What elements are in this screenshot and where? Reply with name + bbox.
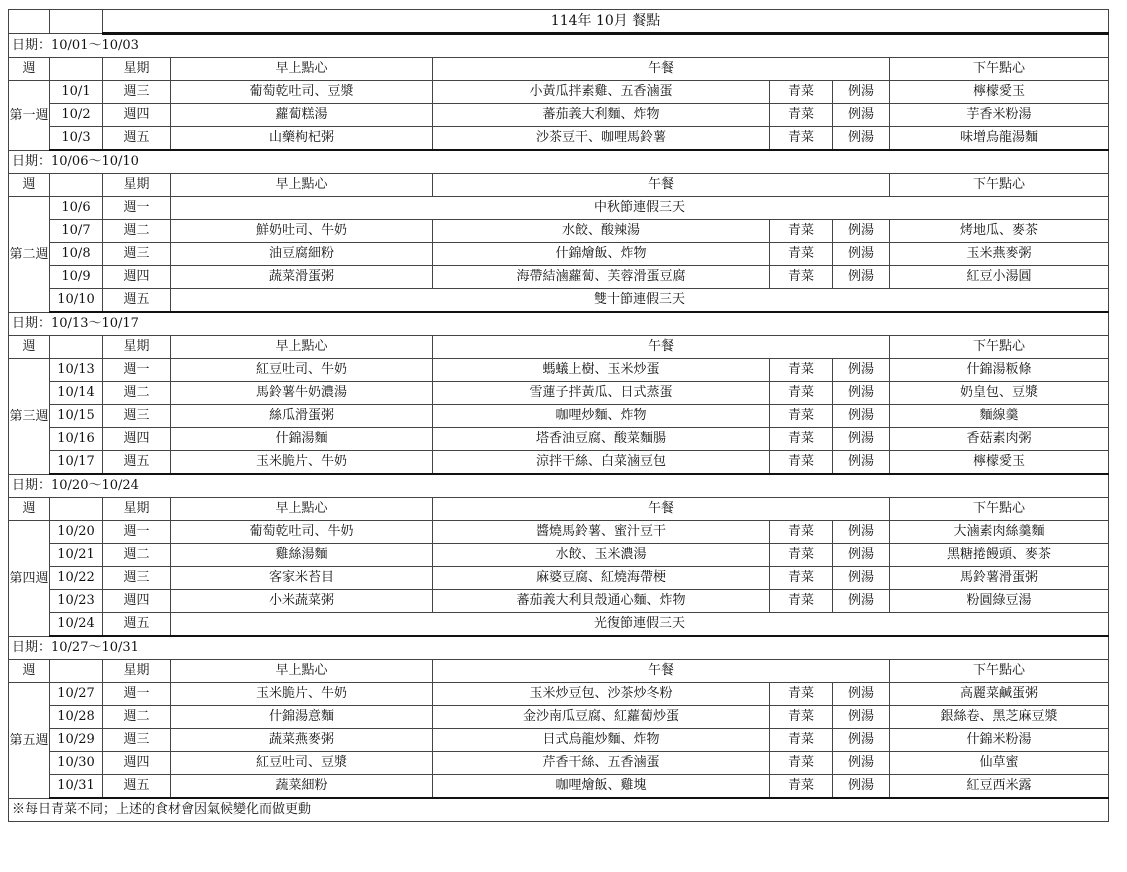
date-cell: 10/17 <box>50 451 103 475</box>
note-row <box>9 798 1109 822</box>
date-cell: 10/1 <box>50 81 103 104</box>
lunch-cell: 水餃、酸辣湯 <box>433 220 770 243</box>
table-row <box>9 243 1109 266</box>
vegetable-cell: 青菜 <box>770 521 833 544</box>
lunch-cell: 塔香油豆腐、酸菜麵腸 <box>433 428 770 451</box>
date-range: 日期：10/20～10/24 <box>9 474 1109 498</box>
header-afternoon: 下午點心 <box>890 174 1109 197</box>
morning-snack-cell: 油豆腐細粉 <box>171 243 433 266</box>
soup-cell: 例湯 <box>833 428 890 451</box>
afternoon-snack-cell: 什錦湯粄條 <box>890 359 1109 382</box>
weekday-cell: 週三 <box>103 405 171 428</box>
table-row <box>9 752 1109 775</box>
soup-cell: 例湯 <box>833 567 890 590</box>
header-blank <box>50 336 103 359</box>
weekday-cell: 週三 <box>103 243 171 266</box>
date-range-row <box>9 34 1109 58</box>
table-row <box>9 405 1109 428</box>
morning-snack-cell: 鮮奶吐司、牛奶 <box>171 220 433 243</box>
weekday-cell: 週一 <box>103 683 171 706</box>
header-afternoon: 下午點心 <box>890 58 1109 81</box>
header-blank <box>50 660 103 683</box>
date-cell: 10/9 <box>50 266 103 289</box>
date-cell: 10/6 <box>50 197 103 220</box>
soup-cell: 例湯 <box>833 382 890 405</box>
table-row <box>9 775 1109 799</box>
header-week: 週 <box>9 336 50 359</box>
weekday-cell: 週二 <box>103 382 171 405</box>
soup-cell: 例湯 <box>833 81 890 104</box>
soup-cell: 例湯 <box>833 220 890 243</box>
page-title: 114年 10月 餐點 <box>103 10 1109 34</box>
lunch-cell: 玉米炒豆包、沙茶炒冬粉 <box>433 683 770 706</box>
header-weekday: 星期 <box>103 498 171 521</box>
lunch-cell: 芹香干絲、五香滷蛋 <box>433 752 770 775</box>
holiday-cell: 中秋節連假三天 <box>171 197 1109 220</box>
lunch-cell: 蕃茄義大利麵、炸物 <box>433 104 770 127</box>
date-cell: 10/16 <box>50 428 103 451</box>
date-range: 日期：10/06～10/10 <box>9 150 1109 174</box>
table-row <box>9 544 1109 567</box>
lunch-cell: 沙茶豆干、咖哩馬鈴薯 <box>433 127 770 151</box>
afternoon-snack-cell: 烤地瓜、麥茶 <box>890 220 1109 243</box>
header-weekday: 星期 <box>103 660 171 683</box>
date-range: 日期：10/01～10/03 <box>9 34 1109 58</box>
morning-snack-cell: 小米蔬菜粥 <box>171 590 433 613</box>
afternoon-snack-cell: 銀絲卷、黑芝麻豆漿 <box>890 706 1109 729</box>
table-row <box>9 359 1109 382</box>
weekday-cell: 週五 <box>103 127 171 151</box>
vegetable-cell: 青菜 <box>770 243 833 266</box>
vegetable-cell: 青菜 <box>770 359 833 382</box>
date-cell: 10/7 <box>50 220 103 243</box>
header-row <box>9 336 1109 359</box>
header-week: 週 <box>9 498 50 521</box>
weekday-cell: 週四 <box>103 104 171 127</box>
weekday-cell: 週二 <box>103 220 171 243</box>
weekday-cell: 週五 <box>103 289 171 313</box>
week-label: 第二週 <box>9 197 50 313</box>
header-lunch: 午餐 <box>433 174 890 197</box>
weekday-cell: 週一 <box>103 521 171 544</box>
date-cell: 10/3 <box>50 127 103 151</box>
date-cell: 10/30 <box>50 752 103 775</box>
morning-snack-cell: 葡萄乾吐司、豆漿 <box>171 81 433 104</box>
table-row <box>9 613 1109 637</box>
table-row <box>9 266 1109 289</box>
date-cell: 10/20 <box>50 521 103 544</box>
table-row <box>9 706 1109 729</box>
morning-snack-cell: 客家米苔目 <box>171 567 433 590</box>
lunch-cell: 麻婆豆腐、紅燒海帶梗 <box>433 567 770 590</box>
header-morning: 早上點心 <box>171 498 433 521</box>
soup-cell: 例湯 <box>833 521 890 544</box>
morning-snack-cell: 絲瓜滑蛋粥 <box>171 405 433 428</box>
date-cell: 10/8 <box>50 243 103 266</box>
afternoon-snack-cell: 奶皇包、豆漿 <box>890 382 1109 405</box>
header-weekday: 星期 <box>103 174 171 197</box>
morning-snack-cell: 紅豆吐司、牛奶 <box>171 359 433 382</box>
header-weekday: 星期 <box>103 58 171 81</box>
lunch-cell: 金沙南瓜豆腐、紅蘿蔔炒蛋 <box>433 706 770 729</box>
date-cell: 10/27 <box>50 683 103 706</box>
header-morning: 早上點心 <box>171 174 433 197</box>
table-row <box>9 289 1109 313</box>
date-range-row <box>9 474 1109 498</box>
blank-cell <box>50 10 103 34</box>
lunch-cell: 海帶結滷蘿蔔、芙蓉滑蛋豆腐 <box>433 266 770 289</box>
table-row <box>9 104 1109 127</box>
soup-cell: 例湯 <box>833 405 890 428</box>
lunch-cell: 螞蟻上樹、玉米炒蛋 <box>433 359 770 382</box>
morning-snack-cell: 蘿蔔糕湯 <box>171 104 433 127</box>
vegetable-cell: 青菜 <box>770 428 833 451</box>
lunch-cell: 涼拌干絲、白菜滷豆包 <box>433 451 770 475</box>
date-cell: 10/23 <box>50 590 103 613</box>
afternoon-snack-cell: 粉圓綠豆湯 <box>890 590 1109 613</box>
soup-cell: 例湯 <box>833 127 890 151</box>
vegetable-cell: 青菜 <box>770 405 833 428</box>
header-afternoon: 下午點心 <box>890 660 1109 683</box>
morning-snack-cell: 雞絲湯麵 <box>171 544 433 567</box>
header-weekday: 星期 <box>103 336 171 359</box>
soup-cell: 例湯 <box>833 266 890 289</box>
table-row <box>9 428 1109 451</box>
morning-snack-cell: 玉米脆片、牛奶 <box>171 683 433 706</box>
vegetable-cell: 青菜 <box>770 590 833 613</box>
vegetable-cell: 青菜 <box>770 567 833 590</box>
date-cell: 10/14 <box>50 382 103 405</box>
header-morning: 早上點心 <box>171 660 433 683</box>
morning-snack-cell: 馬鈴薯牛奶濃湯 <box>171 382 433 405</box>
header-week: 週 <box>9 58 50 81</box>
soup-cell: 例湯 <box>833 683 890 706</box>
menu-table <box>8 9 1109 822</box>
header-lunch: 午餐 <box>433 660 890 683</box>
morning-snack-cell: 蔬菜燕麥粥 <box>171 729 433 752</box>
lunch-cell: 醬燒馬鈴薯、蜜汁豆干 <box>433 521 770 544</box>
afternoon-snack-cell: 味增烏龍湯麵 <box>890 127 1109 151</box>
header-morning: 早上點心 <box>171 336 433 359</box>
header-row <box>9 660 1109 683</box>
menu-sheet <box>8 9 1108 822</box>
lunch-cell: 什錦燴飯、炸物 <box>433 243 770 266</box>
vegetable-cell: 青菜 <box>770 775 833 799</box>
vegetable-cell: 青菜 <box>770 104 833 127</box>
table-row <box>9 197 1109 220</box>
date-range-row <box>9 312 1109 336</box>
header-morning: 早上點心 <box>171 58 433 81</box>
soup-cell: 例湯 <box>833 544 890 567</box>
header-lunch: 午餐 <box>433 336 890 359</box>
vegetable-cell: 青菜 <box>770 683 833 706</box>
date-range-row <box>9 636 1109 660</box>
week-label: 第一週 <box>9 81 50 151</box>
holiday-cell: 雙十節連假三天 <box>171 289 1109 313</box>
table-row <box>9 567 1109 590</box>
afternoon-snack-cell: 檸檬愛玉 <box>890 81 1109 104</box>
vegetable-cell: 青菜 <box>770 544 833 567</box>
morning-snack-cell: 紅豆吐司、豆漿 <box>171 752 433 775</box>
afternoon-snack-cell: 仙草蜜 <box>890 752 1109 775</box>
date-cell: 10/13 <box>50 359 103 382</box>
table-row <box>9 220 1109 243</box>
date-cell: 10/31 <box>50 775 103 799</box>
weekday-cell: 週三 <box>103 729 171 752</box>
table-row <box>9 81 1109 104</box>
blank-cell <box>9 10 50 34</box>
footnote: ※每日青菜不同；上述的食材會因氣候變化而做更動 <box>9 798 1109 822</box>
weekday-cell: 週五 <box>103 451 171 475</box>
date-cell: 10/28 <box>50 706 103 729</box>
weekday-cell: 週三 <box>103 567 171 590</box>
lunch-cell: 小黃瓜拌素雞、五香滷蛋 <box>433 81 770 104</box>
vegetable-cell: 青菜 <box>770 706 833 729</box>
weekday-cell: 週一 <box>103 359 171 382</box>
weekday-cell: 週四 <box>103 752 171 775</box>
week-label: 第五週 <box>9 683 50 799</box>
header-lunch: 午餐 <box>433 498 890 521</box>
vegetable-cell: 青菜 <box>770 752 833 775</box>
lunch-cell: 蕃茄義大利貝殼通心麵、炸物 <box>433 590 770 613</box>
morning-snack-cell: 什錦湯意麵 <box>171 706 433 729</box>
afternoon-snack-cell: 大滷素肉絲羹麵 <box>890 521 1109 544</box>
weekday-cell: 週三 <box>103 81 171 104</box>
afternoon-snack-cell: 麵線羹 <box>890 405 1109 428</box>
date-range: 日期：10/27～10/31 <box>9 636 1109 660</box>
date-cell: 10/24 <box>50 613 103 637</box>
weekday-cell: 週五 <box>103 775 171 799</box>
table-row <box>9 127 1109 151</box>
vegetable-cell: 青菜 <box>770 729 833 752</box>
afternoon-snack-cell: 紅豆西米露 <box>890 775 1109 799</box>
vegetable-cell: 青菜 <box>770 266 833 289</box>
weekday-cell: 週四 <box>103 428 171 451</box>
afternoon-snack-cell: 高麗菜鹹蛋粥 <box>890 683 1109 706</box>
header-row <box>9 498 1109 521</box>
weekday-cell: 週二 <box>103 706 171 729</box>
morning-snack-cell: 蔬菜滑蛋粥 <box>171 266 433 289</box>
table-row <box>9 521 1109 544</box>
date-range-row <box>9 150 1109 174</box>
soup-cell: 例湯 <box>833 104 890 127</box>
vegetable-cell: 青菜 <box>770 81 833 104</box>
morning-snack-cell: 葡萄乾吐司、牛奶 <box>171 521 433 544</box>
soup-cell: 例湯 <box>833 590 890 613</box>
soup-cell: 例湯 <box>833 729 890 752</box>
afternoon-snack-cell: 黑糖捲饅頭、麥茶 <box>890 544 1109 567</box>
header-blank <box>50 498 103 521</box>
vegetable-cell: 青菜 <box>770 382 833 405</box>
vegetable-cell: 青菜 <box>770 220 833 243</box>
table-row <box>9 729 1109 752</box>
holiday-cell: 光復節連假三天 <box>171 613 1109 637</box>
morning-snack-cell: 玉米脆片、牛奶 <box>171 451 433 475</box>
table-row <box>9 382 1109 405</box>
header-week: 週 <box>9 660 50 683</box>
date-cell: 10/21 <box>50 544 103 567</box>
header-afternoon: 下午點心 <box>890 336 1109 359</box>
table-row <box>9 590 1109 613</box>
soup-cell: 例湯 <box>833 451 890 475</box>
lunch-cell: 咖哩炒麵、炸物 <box>433 405 770 428</box>
soup-cell: 例湯 <box>833 775 890 799</box>
morning-snack-cell: 山藥枸杞粥 <box>171 127 433 151</box>
weekday-cell: 週五 <box>103 613 171 637</box>
weekday-cell: 週一 <box>103 197 171 220</box>
soup-cell: 例湯 <box>833 243 890 266</box>
afternoon-snack-cell: 什錦米粉湯 <box>890 729 1109 752</box>
afternoon-snack-cell: 玉米燕麥粥 <box>890 243 1109 266</box>
table-row <box>9 451 1109 475</box>
afternoon-snack-cell: 紅豆小湯圓 <box>890 266 1109 289</box>
date-cell: 10/22 <box>50 567 103 590</box>
lunch-cell: 雪蓮子拌黃瓜、日式蒸蛋 <box>433 382 770 405</box>
header-row <box>9 58 1109 81</box>
date-cell: 10/15 <box>50 405 103 428</box>
week-label: 第四週 <box>9 521 50 637</box>
vegetable-cell: 青菜 <box>770 451 833 475</box>
date-cell: 10/29 <box>50 729 103 752</box>
header-afternoon: 下午點心 <box>890 498 1109 521</box>
date-cell: 10/10 <box>50 289 103 313</box>
lunch-cell: 水餃、玉米濃湯 <box>433 544 770 567</box>
table-row <box>9 683 1109 706</box>
header-lunch: 午餐 <box>433 58 890 81</box>
afternoon-snack-cell: 香菇素肉粥 <box>890 428 1109 451</box>
weekday-cell: 週四 <box>103 590 171 613</box>
weekday-cell: 週二 <box>103 544 171 567</box>
date-range: 日期：10/13～10/17 <box>9 312 1109 336</box>
date-cell: 10/2 <box>50 104 103 127</box>
afternoon-snack-cell: 芋香米粉湯 <box>890 104 1109 127</box>
morning-snack-cell: 蔬菜細粉 <box>171 775 433 799</box>
weekday-cell: 週四 <box>103 266 171 289</box>
morning-snack-cell: 什錦湯麵 <box>171 428 433 451</box>
lunch-cell: 咖哩燴飯、雞塊 <box>433 775 770 799</box>
header-blank <box>50 58 103 81</box>
header-week: 週 <box>9 174 50 197</box>
soup-cell: 例湯 <box>833 706 890 729</box>
soup-cell: 例湯 <box>833 752 890 775</box>
header-blank <box>50 174 103 197</box>
lunch-cell: 日式烏龍炒麵、炸物 <box>433 729 770 752</box>
soup-cell: 例湯 <box>833 359 890 382</box>
header-row <box>9 174 1109 197</box>
week-label: 第三週 <box>9 359 50 475</box>
afternoon-snack-cell: 檸檬愛玉 <box>890 451 1109 475</box>
afternoon-snack-cell: 馬鈴薯滑蛋粥 <box>890 567 1109 590</box>
vegetable-cell: 青菜 <box>770 127 833 151</box>
